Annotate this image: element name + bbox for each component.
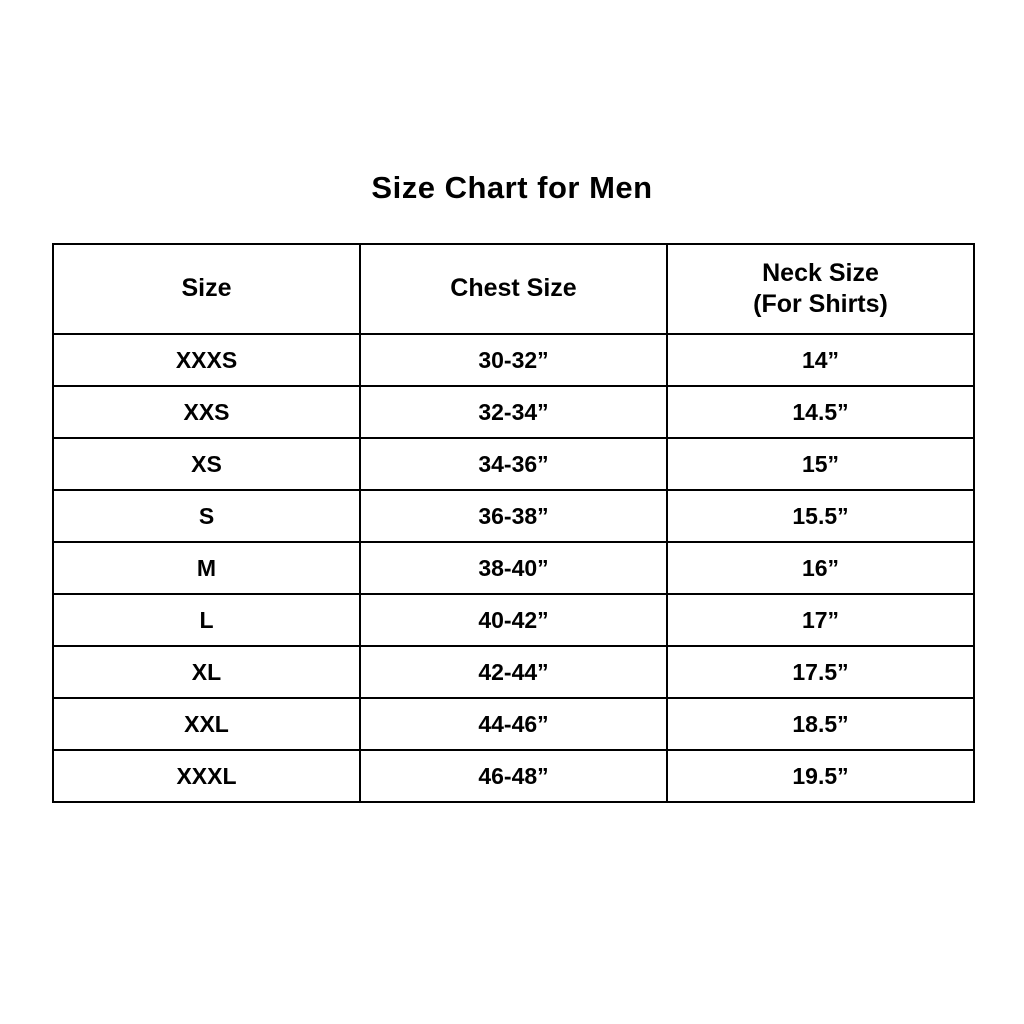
cell-size: XXL bbox=[53, 698, 360, 750]
header-row bbox=[53, 244, 974, 334]
cell-chest-size: 40-42” bbox=[360, 594, 667, 646]
cell-chest-size: 36-38” bbox=[360, 490, 667, 542]
table-row bbox=[53, 750, 974, 802]
cell-size: XL bbox=[53, 646, 360, 698]
table-row bbox=[53, 334, 974, 386]
cell-size: S bbox=[53, 490, 360, 542]
cell-size: XXS bbox=[53, 386, 360, 438]
cell-neck-size: 17” bbox=[667, 594, 974, 646]
cell-neck-size: 18.5” bbox=[667, 698, 974, 750]
column-header-neck-size bbox=[667, 244, 974, 334]
cell-neck-size: 15.5” bbox=[667, 490, 974, 542]
cell-neck-size: 17.5” bbox=[667, 646, 974, 698]
cell-neck-size: 14.5” bbox=[667, 386, 974, 438]
cell-size: L bbox=[53, 594, 360, 646]
table-row bbox=[53, 490, 974, 542]
column-header-size bbox=[53, 244, 360, 334]
cell-size: XS bbox=[53, 438, 360, 490]
table-body bbox=[53, 334, 974, 802]
cell-size: XXXL bbox=[53, 750, 360, 802]
column-header-neck-size-sublabel: (For Shirts) bbox=[753, 290, 888, 318]
cell-neck-size: 19.5” bbox=[667, 750, 974, 802]
cell-neck-size: 14” bbox=[667, 334, 974, 386]
table-header bbox=[53, 244, 974, 334]
cell-chest-size: 38-40” bbox=[360, 542, 667, 594]
column-header-chest-size-label: Chest Size bbox=[450, 274, 577, 303]
table-row bbox=[53, 594, 974, 646]
table-row bbox=[53, 438, 974, 490]
table-row bbox=[53, 542, 974, 594]
cell-size: M bbox=[53, 542, 360, 594]
cell-neck-size: 15” bbox=[667, 438, 974, 490]
column-header-size-label: Size bbox=[181, 274, 232, 303]
cell-chest-size: 42-44” bbox=[360, 646, 667, 698]
cell-neck-size: 16” bbox=[667, 542, 974, 594]
column-header-chest-size bbox=[360, 244, 667, 334]
cell-size: XXXS bbox=[53, 334, 360, 386]
cell-chest-size: 34-36” bbox=[360, 438, 667, 490]
size-chart-table bbox=[52, 243, 975, 803]
cell-chest-size: 32-34” bbox=[360, 386, 667, 438]
table-row bbox=[53, 386, 974, 438]
cell-chest-size: 30-32” bbox=[360, 334, 667, 386]
cell-chest-size: 44-46” bbox=[360, 698, 667, 750]
table-row bbox=[53, 646, 974, 698]
cell-chest-size: 46-48” bbox=[360, 750, 667, 802]
table-row bbox=[53, 698, 974, 750]
page-title: Size Chart for Men bbox=[371, 170, 653, 205]
column-header-neck-size-label: Neck Size bbox=[762, 258, 879, 287]
